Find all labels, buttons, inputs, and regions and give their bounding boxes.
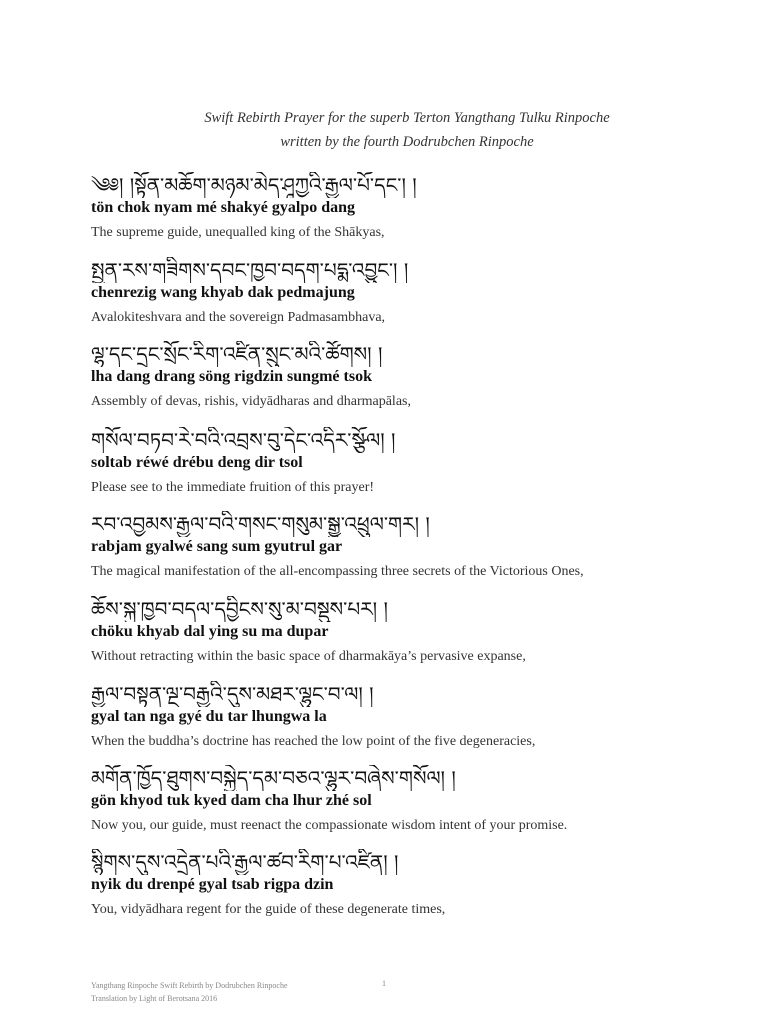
translation: The supreme guide, unequalled king of the Shākyas, (91, 225, 385, 240)
stanza (91, 341, 731, 411)
translation: The magical manifestation of the all-encompassing three secrets of the Victorious Ones, (91, 564, 584, 579)
transliteration: chenrezig wang khyab dak pedmajung (91, 284, 355, 301)
stanza (91, 427, 731, 497)
translation: When the buddha’s doctrine has reached the low point of the five degeneracies, (91, 734, 536, 749)
tibetan-text: རྒྱལ་བསྟན་ལྔ་བརྒྱའི་དུས་མཐར་ལྷུང་བ་ལ། ། (91, 682, 374, 706)
transliteration: chöku khyab dal ying su ma dupar (91, 623, 329, 640)
page-number: 1 (382, 979, 386, 988)
translation: Avalokiteshvara and the sovereign Padmasambhava, (91, 310, 386, 325)
transliteration: soltab réwé drébu deng dir tsol (91, 454, 303, 471)
tibetan-text: སྤྱན་རས་གཟིགས་དབང་ཁྱབ་བདག་པདྨ་འབྱུང་། ། (91, 258, 409, 282)
transliteration: lha dang drang söng rigdzin sungmé tsok (91, 368, 372, 385)
translation: Now you, our guide, must reenact the compassionate wisdom intent of your promise. (91, 818, 568, 833)
translation: Please see to the immediate fruition of this prayer! (91, 480, 375, 495)
footer-line-1: Yangthang Rinpoche Swift Rebirth by Dodrubchen Rinpoche (91, 981, 288, 990)
page-footer (91, 979, 288, 1005)
footer-line-2: Translation by Light of Berotsana 2016 (91, 994, 218, 1003)
title-line-2: written by the fourth Dodrubchen Rinpoche (280, 134, 534, 150)
title-line-1: Swift Rebirth Prayer for the superb Terton Yangthang Tulku Rinpoche (204, 110, 610, 126)
stanza (91, 511, 731, 581)
tibetan-text: མགོན་ཁྱོད་ཐུགས་བསྐྱེད་དམ་བཅའ་ལྷུར་བཞེས་གསོལ། ། (91, 766, 456, 790)
transliteration: tön chok nyam mé shakyé gyalpo dang (91, 199, 356, 216)
tibetan-text: ཆོས་སྐུ་ཁྱབ་བདལ་དབྱིངས་སུ་མ་བསྡུས་པར། ། (91, 597, 388, 621)
transliteration: gyal tan nga gyé du tar lhungwa la (91, 708, 327, 725)
stanza (91, 172, 731, 242)
translation: Assembly of devas, rishis, vidyādharas and dharmapālas, (91, 394, 411, 409)
tibetan-text: ལྷ་དང་དྲང་སྲོང་རིག་འཛིན་སྲུང་མའི་ཚོགས། ། (91, 342, 383, 366)
tibetan-text: ༄༅། །སྟོན་མཆོག་མཉམ་མེད་ཤཱཀྱའི་རྒྱལ་པོ་དང་། ། (91, 173, 417, 197)
transliteration: rabjam gyalwé sang sum gyutrul gar (91, 538, 343, 555)
stanza (91, 596, 731, 666)
translation: Without retracting within the basic space of dharmakāya’s pervasive expanse, (91, 649, 526, 664)
stanza (91, 849, 731, 919)
transliteration: nyik du drenpé gyal tsab rigpa dzin (91, 876, 334, 893)
stanza (91, 765, 731, 835)
stanza (91, 257, 731, 327)
stanza (91, 681, 731, 751)
tibetan-text: རབ་འབྱམས་རྒྱལ་བའི་གསང་གསུམ་སྒྱུ་འཕྲུལ་གར། ། (91, 512, 430, 536)
tibetan-text: གསོལ་བཏབ་རེ་བའི་འབྲས་བུ་དེང་འདིར་སྩོལ། ། (91, 428, 396, 452)
tibetan-text: སྙིགས་དུས་འདྲེན་པའི་རྒྱལ་ཚབ་རིག་པ་འཛིན། ། (91, 850, 399, 874)
translation: You, vidyādhara regent for the guide of these degenerate times, (91, 902, 446, 917)
transliteration: gön khyod tuk kyed dam cha lhur zhé sol (91, 792, 372, 809)
